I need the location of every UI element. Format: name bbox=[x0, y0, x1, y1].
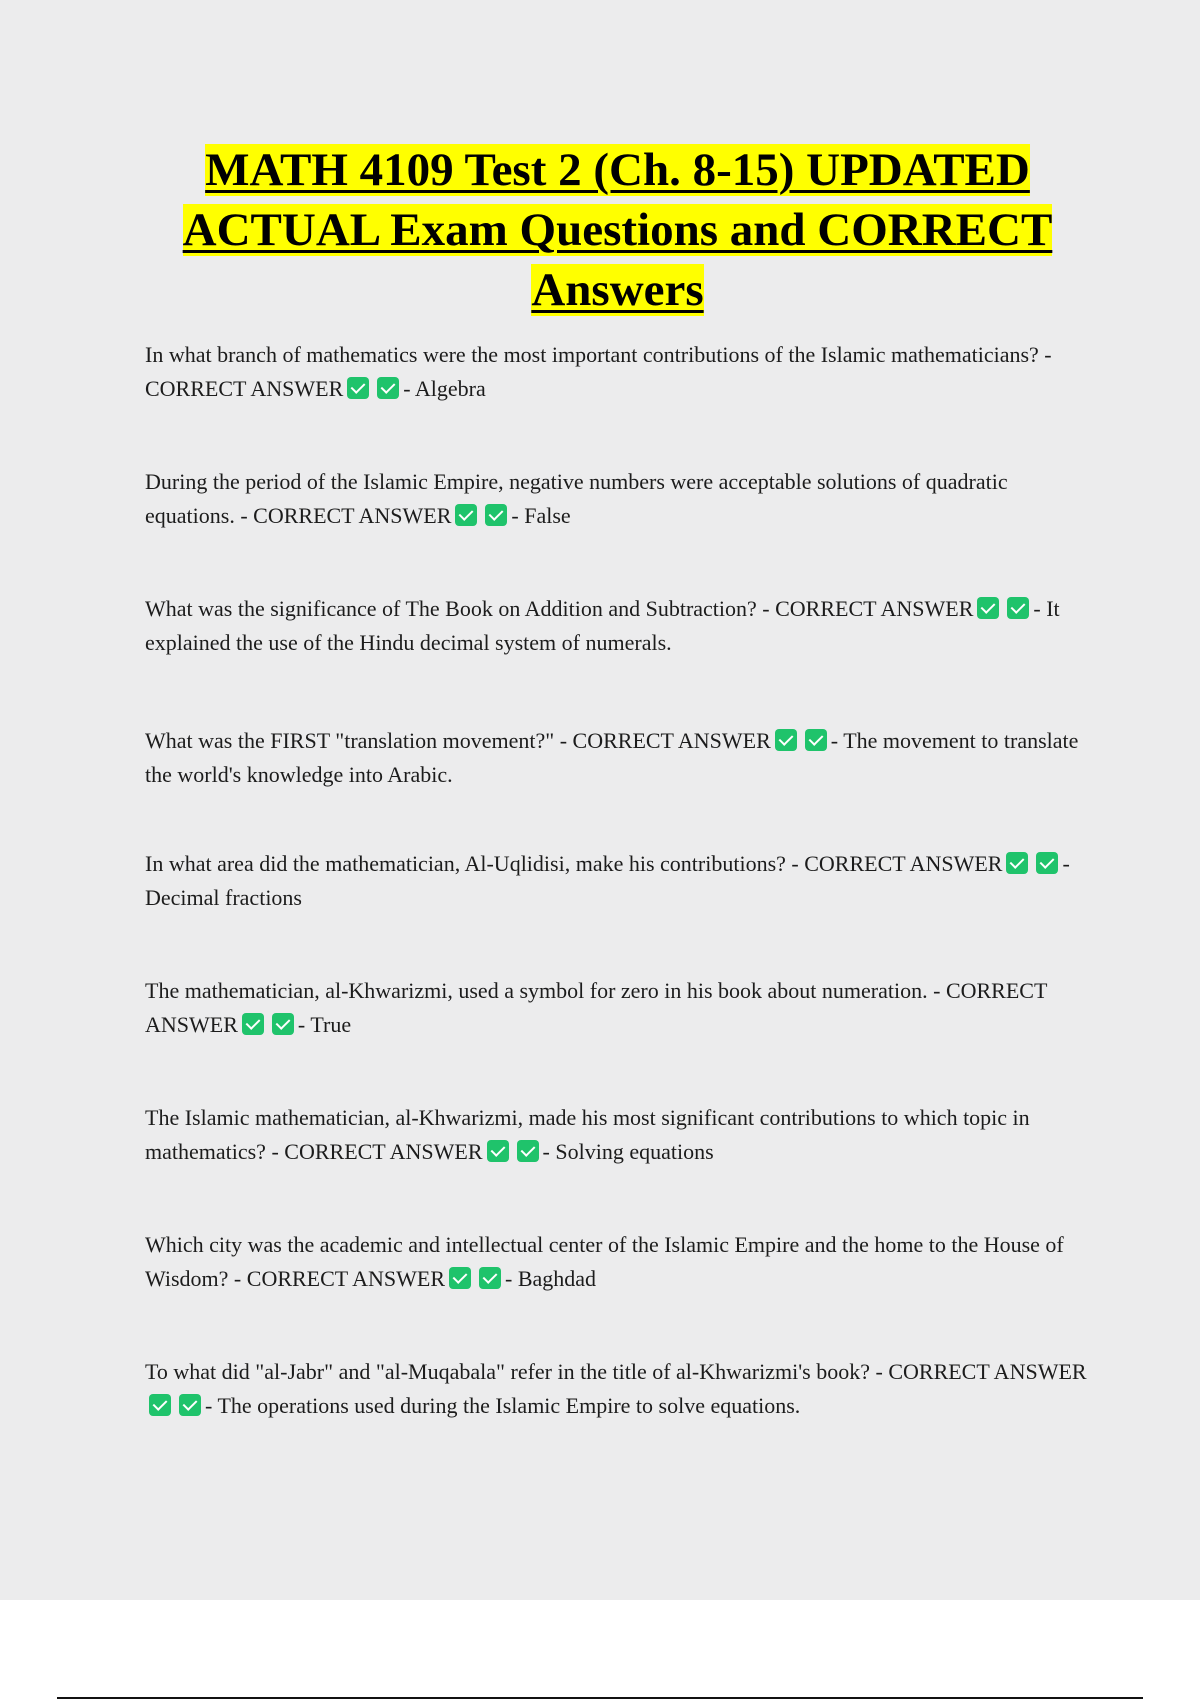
qa-item-8: Which city was the academic and intellectual center of the Islamic Empire and the home to the House of Wisdom? - CORRECT ANSWER - Baghdad bbox=[145, 1232, 1064, 1291]
check-icon bbox=[485, 504, 507, 526]
qa-item-6: The mathematician, al-Khwarizmi, used a symbol for zero in his book about numeration. - CORRECT ANSWER - True bbox=[145, 978, 1047, 1037]
check-icon bbox=[347, 377, 369, 399]
title-line-1: MATH 4109 Test 2 (Ch. 8-15) UPDATED bbox=[205, 144, 1030, 196]
answer-text: Algebra bbox=[414, 376, 486, 401]
qa-item-5: In what area did the mathematician, Al-Uqlidisi, make his contributions? - CORRECT ANSWER - Decimal fractions bbox=[145, 851, 1070, 910]
check-icon bbox=[1006, 852, 1028, 874]
check-icon bbox=[805, 729, 827, 751]
answer-text: The movement to translate the world's knowledge into Arabic. bbox=[145, 728, 1079, 787]
answer-marker: CORRECT ANSWER bbox=[888, 1359, 1087, 1384]
check-icon bbox=[1007, 597, 1029, 619]
answer-text: True bbox=[310, 1012, 352, 1037]
answer-marker: CORRECT ANSWER bbox=[775, 596, 974, 621]
check-icon bbox=[487, 1140, 509, 1162]
answer-text: It explained the use of the Hindu decimal system of numerals. bbox=[145, 596, 1060, 655]
answer-marker: CORRECT ANSWER bbox=[253, 503, 452, 528]
title-line-3: Answers bbox=[531, 264, 704, 316]
answer-marker: CORRECT ANSWER bbox=[284, 1139, 483, 1164]
question-text: In what area did the mathematician, Al-Uqlidisi, make his contributions? - bbox=[145, 851, 799, 876]
check-icon bbox=[977, 597, 999, 619]
check-icon bbox=[272, 1013, 294, 1035]
check-icon bbox=[775, 729, 797, 751]
check-icon bbox=[1036, 852, 1058, 874]
answer-marker: CORRECT ANSWER bbox=[804, 851, 1003, 876]
answer-marker: CORRECT ANSWER bbox=[145, 376, 344, 401]
qa-item-1: In what branch of mathematics were the most important contributions of the Islamic mathematicians? - CORRECT ANSWER - Algebra bbox=[145, 342, 1052, 401]
check-icon bbox=[149, 1394, 171, 1416]
question-text: The Islamic mathematician, al-Khwarizmi, made his most significant contributions to which topic in mathematics? - bbox=[145, 1105, 1030, 1164]
answer-marker: CORRECT ANSWER bbox=[246, 1266, 446, 1291]
question-text: What was the significance of The Book on Addition and Subtraction? - bbox=[145, 596, 770, 621]
qa-item-3: What was the significance of The Book on Addition and Subtraction? - CORRECT ANSWER - It explained the use of the Hindu decimal system of numerals. bbox=[145, 596, 1060, 655]
qa-item-4: What was the FIRST "translation movement?" - CORRECT ANSWER - The movement to translate the world's knowledge into Arabic. bbox=[145, 728, 1079, 787]
qa-item-9: To what did "al-Jabr" and "al-Muqabala" refer in the title of al-Khwarizmi's book? - CORRECT ANSWER- The operations used during the Islamic Empire to solve equations. bbox=[145, 1359, 1087, 1418]
check-icon bbox=[479, 1267, 501, 1289]
question-text: The mathematician, al-Khwarizmi, used a symbol for zero in his book about numeration. - bbox=[145, 978, 941, 1003]
question-text: What was the FIRST "translation movement?" - bbox=[145, 728, 568, 753]
answer-marker: CORRECT ANSWER bbox=[145, 978, 1047, 1037]
check-icon bbox=[455, 504, 477, 526]
answer-text: Solving equations bbox=[555, 1139, 714, 1164]
title-line-2: ACTUAL Exam Questions and CORRECT bbox=[182, 204, 1053, 256]
check-icon bbox=[449, 1267, 471, 1289]
answer-marker: CORRECT ANSWER bbox=[572, 728, 771, 753]
question-text: Which city was the academic and intellectual center of the Islamic Empire and the home to the House of Wisdom? - bbox=[145, 1232, 1064, 1291]
qa-item-2: During the period of the Islamic Empire, negative numbers were acceptable solutions of quadratic equations. - CORRECT ANSWER - False bbox=[145, 469, 1008, 528]
answer-text: Decimal fractions bbox=[145, 885, 302, 910]
answer-text: False bbox=[524, 503, 571, 528]
question-text: To what did "al-Jabr" and "al-Muqabala" refer in the title of al-Khwarizmi's book? - bbox=[145, 1359, 883, 1384]
qa-item-7: The Islamic mathematician, al-Khwarizmi, made his most significant contributions to which topic in mathematics? - CORRECT ANSWER - Solving equations bbox=[145, 1105, 1030, 1164]
check-icon bbox=[179, 1394, 201, 1416]
document-title bbox=[120, 140, 1115, 320]
answer-text: The operations used during the Islamic Empire to solve equations. bbox=[217, 1393, 801, 1418]
question-text: During the period of the Islamic Empire, negative numbers were acceptable solutions of quadratic equations. - bbox=[145, 469, 1008, 528]
check-icon bbox=[377, 377, 399, 399]
question-text: In what branch of mathematics were the most important contributions of the Islamic mathematicians? - bbox=[145, 342, 1052, 367]
footer-divider bbox=[57, 1697, 1143, 1699]
answer-text: Baghdad bbox=[517, 1266, 597, 1291]
check-icon bbox=[517, 1140, 539, 1162]
check-icon bbox=[242, 1013, 264, 1035]
